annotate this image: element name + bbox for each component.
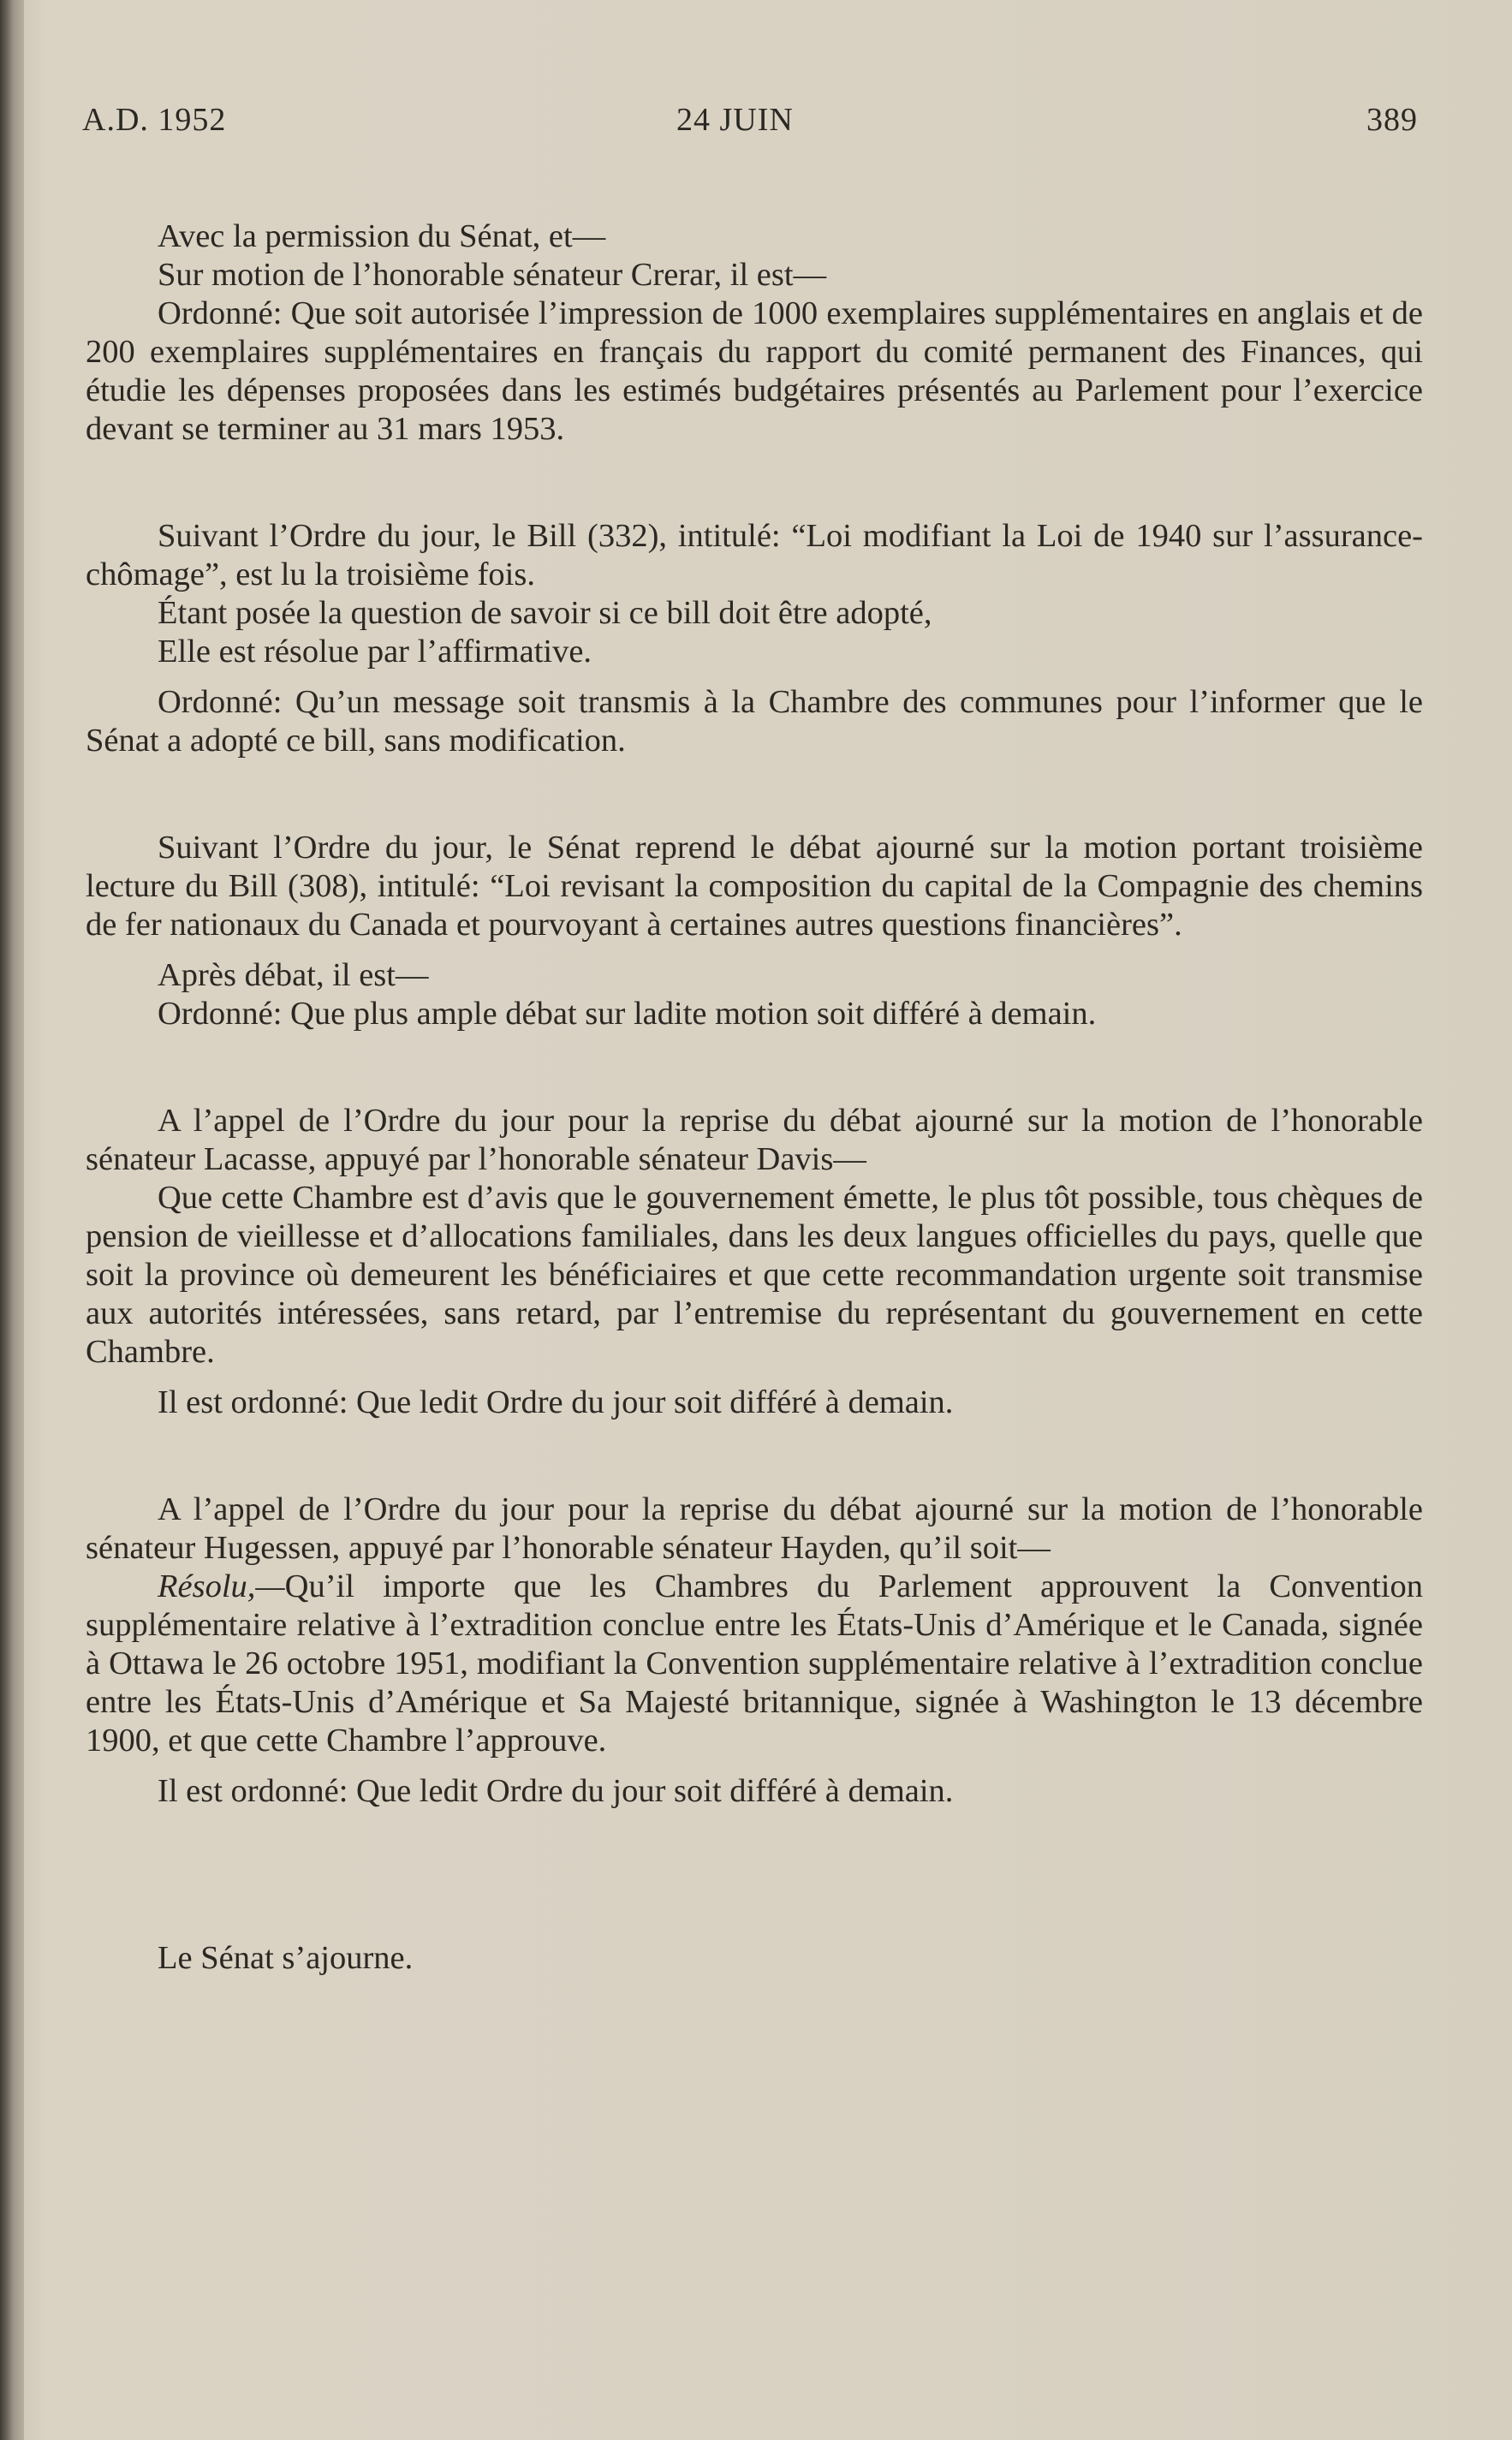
resolu-text: Qu’il importe que les Chambres du Parlement approuvent la Convention supplémentaire relative à l’extradition conclue entre les États-Unis d’Amérique et le Canada, signée à Ottawa le 26 octobre 1951, modifiant la Convention supplémentaire relative à l’extradition conclue entre les États-Unis d’Amérique et Sa Majesté britannique, signée à Washington le 13 décembre 1900, et que cette Chambre l’approuve. — [86, 1568, 1423, 1759]
paragraph: Suivant l’Ordre du jour, le Bill (332), intitulé: “Loi modifiant la Loi de 1940 sur l’assurance-chômage”, est lu la troisième fois. — [86, 518, 1423, 592]
resolu-label: Résolu,— — [158, 1568, 285, 1604]
paragraph: Ordonné: Que soit autorisée l’impression de 1000 exemplaires supplémentaires en anglais et de 200 exemplaires supplémentaires en français du rapport du comité permanent des Finances, qui étudie les dépenses proposées dans les estimés budgétaires présentés au Parlement pour l’exercice devant se terminer au 31 mars 1953. — [86, 295, 1423, 447]
paragraph-resolu — [86, 1568, 1423, 1760]
closing-line: Le Sénat s’ajourne. — [158, 1940, 414, 1976]
section-printing-order — [86, 217, 1423, 449]
paragraph: A l’appel de l’Ordre du jour pour la reprise du débat ajourné sur la motion de l’honorable sénateur Hugessen, appuyé par l’honorable sénateur Hayden, qu’il soit— — [86, 1491, 1423, 1566]
paragraph: Elle est résolue par l’affirmative. — [158, 634, 592, 670]
paragraph: Il est ordonné: Que ledit Ordre du jour soit différé à demain. — [158, 1773, 954, 1809]
page-binding-edge — [0, 0, 24, 2440]
paragraph: Sur motion de l’honorable sénateur Crerar, il est— — [158, 257, 827, 293]
section-lacasse-motion — [86, 1102, 1423, 1422]
header-date: 24 JUIN — [676, 102, 794, 138]
paragraph: Il est ordonné: Que ledit Ordre du jour soit différé à demain. — [158, 1384, 954, 1420]
paragraph: A l’appel de l’Ordre du jour pour la reprise du débat ajourné sur la motion de l’honorable sénateur Lacasse, appuyé par l’honorable sénateur Davis— — [86, 1103, 1423, 1177]
section-bill-308 — [86, 829, 1423, 1033]
paragraph: Suivant l’Ordre du jour, le Sénat reprend le débat ajourné sur la motion portant troisième lecture du Bill (308), intitulé: “Loi revisant la composition du capital de la Compagnie des chemins de fer nationaux du Canada et pourvoyant à certaines autres questions financières”. — [86, 830, 1423, 943]
header-year: A.D. 1952 — [82, 102, 227, 138]
paragraph: Ordonné: Que plus ample débat sur ladite motion soit différé à demain. — [158, 996, 1097, 1032]
paragraph: Après débat, il est— — [158, 957, 429, 993]
paragraph: Étant posée la question de savoir si ce bill doit être adopté, — [158, 595, 932, 631]
section-hugessen-motion — [86, 1491, 1423, 1811]
paragraph: Ordonné: Qu’un message soit transmis à la Chambre des communes pour l’informer que le Sénat a adopté ce bill, sans modification. — [86, 684, 1423, 759]
page-number: 389 — [1366, 102, 1418, 138]
paragraph: Que cette Chambre est d’avis que le gouvernement émette, le plus tôt possible, tous chèques de pension de vieillesse et d’allocations familiales, dans les deux langues officielles du pays, quelle que soit la province où demeurent les bénéficiaires et que cette recommandation urgente soit transmise aux autorités intéressées, sans retard, par l’entremise du représentant du gouvernement en cette Chambre. — [86, 1180, 1423, 1370]
section-bill-332 — [86, 517, 1423, 760]
page-body — [86, 217, 1423, 1978]
paragraph: Avec la permission du Sénat, et— — [158, 218, 606, 254]
page-header — [82, 101, 1418, 152]
